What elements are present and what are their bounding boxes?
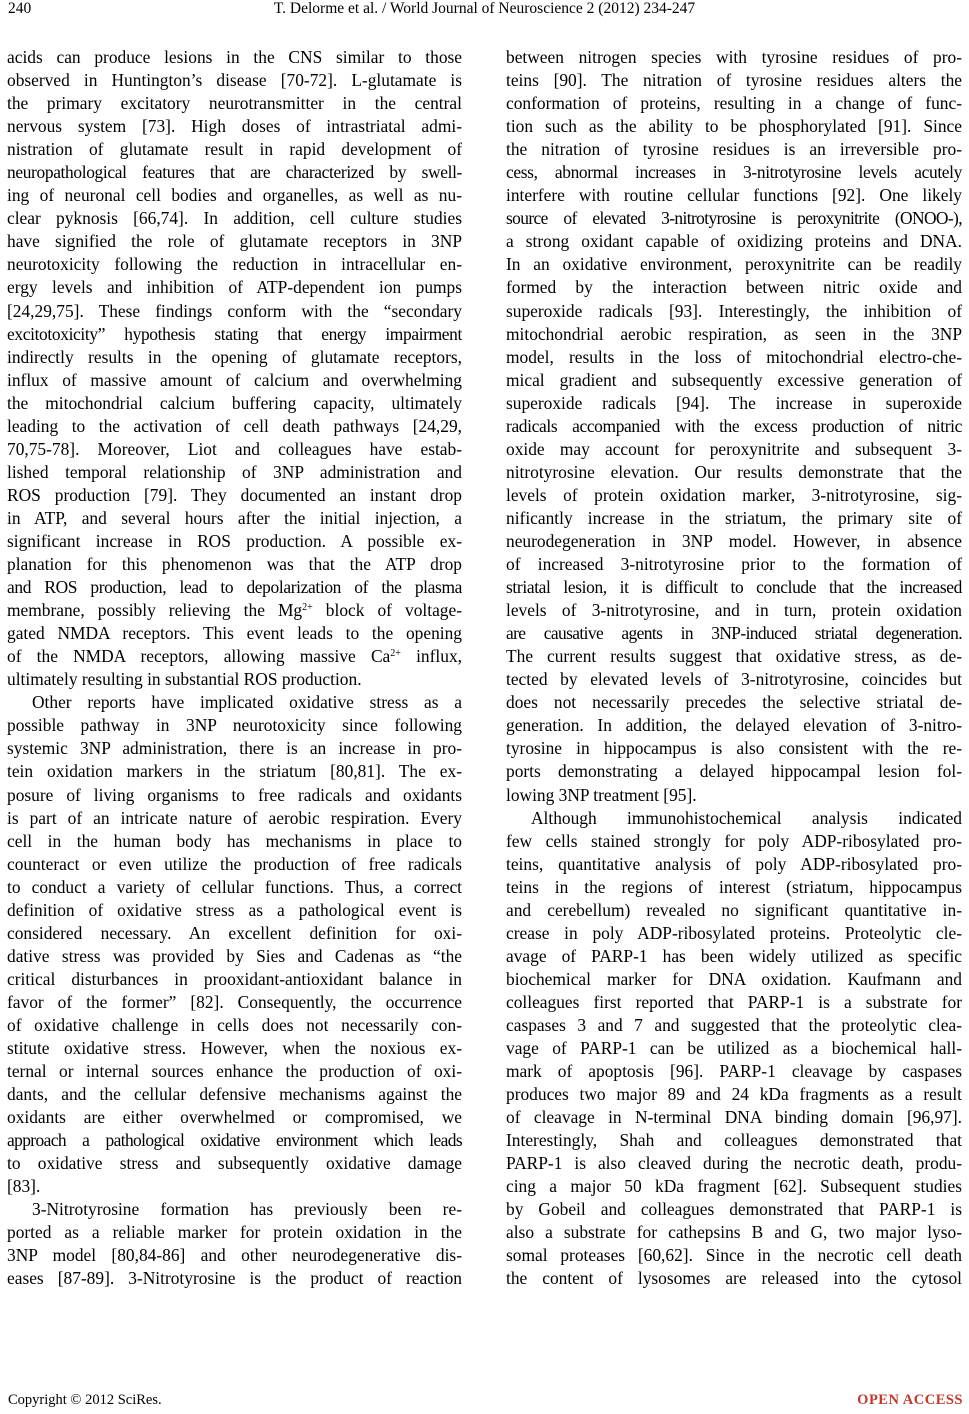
text-line: ing of neuronal cell bodies and organelles, as well as nu- [7,185,462,206]
text-line: tion such as the ability to be phosphorylated [91]. Since [506,116,962,137]
text-line: colleagues first reported that PARP-1 is a substrate for [506,991,962,1012]
copyright-notice: Copyright © 2012 SciRes. [8,1392,162,1408]
text-line: few cells stained strongly for poly ADP-ribosylated pro- [506,830,962,851]
text-line: ROS production [79]. They documented an instant drop [7,484,462,505]
text-line: dants, and the cellular defensive mechanisms against the [7,1084,462,1105]
running-header [0,0,969,26]
text-line: levels of protein oxidation marker, 3-nitrotyrosine, sig- [506,484,962,505]
text-line: mical gradient and subsequently excessive generation of [506,369,962,390]
text-line: by Gobeil and colleagues demonstrated that PARP-1 is [506,1199,962,1220]
text-line: lowing 3NP treatment [95]. [506,784,697,805]
text-line: The current results suggest that oxidative stress, as de- [506,646,962,667]
text-line: nervous system [73]. High doses of intrastriatal admi- [7,116,462,137]
text-line: observed in Huntington’s disease [70-72]. L-glutamate is [7,70,462,91]
text-line: conformation of proteins, resulting in a change of func- [506,93,962,114]
text-line: teins in the regions of interest (striatum, hippocampus [506,876,962,897]
text-line: superoxide radicals [93]. Interestingly, the inhibition of [506,300,962,321]
text-line: of cleavage in N-terminal DNA binding domain [96,97]. [506,1107,962,1128]
text-line: and cerebellum) revealed no significant quantitative in- [506,899,962,920]
text-line: teins [90]. The nitration of tyrosine residues alters the [506,70,962,91]
text-line: produces two major 89 and 24 kDa fragments as a result [506,1084,962,1105]
text-line: radicals accompanied with the excess production of nitric [506,415,962,436]
text-line: clear pyknosis [66,74]. In addition, cell culture studies [7,208,462,229]
text-line: posure of living organisms to free radicals and oxidants [7,784,462,805]
text-line: nificantly increase in the striatum, the primary site of [506,507,962,528]
text-line: is part of an intricate nature of aerobic respiration. Every [7,807,462,828]
page-number: 240 [8,0,32,17]
text-line: ultimately resulting in substantial ROS production. [7,669,362,690]
text-line: in ATP, and several hours after the initial injection, a [7,507,462,528]
text-line: the primary excitatory neurotransmitter in the central [7,93,462,114]
text-line: 70,75-78]. Moreover, Liot and colleagues have estab- [7,438,462,459]
text-line: superoxide radicals [94]. The increase in superoxide [506,392,962,413]
text-line: In an oxidative environment, peroxynitrite can be readily [506,254,962,275]
text-line: oxide may account for peroxynitrite and subsequent 3- [506,438,962,459]
text-line: 3NP model [80,84-86] and other neurodegenerative dis- [7,1245,462,1266]
text-line-segment: membrane, possibly relieving the Mg [7,600,303,621]
text-line: oxidants are either overwhelmed or compromised, we [7,1107,462,1128]
text-line: of increased 3-nitrotyrosine prior to the formation of [506,554,962,575]
text-line: crease in poly ADP-ribosylated proteins. Proteolytic cle- [506,922,962,943]
text-line: between nitrogen species with tyrosine residues of pro- [506,47,962,67]
right-text-column [506,46,962,1291]
text-line: critical disturbances in prooxidant-antioxidant balance in [7,968,462,989]
text-line: striatal lesion, it is difficult to conclude that the increased [506,577,962,598]
text-line: levels of 3-nitrotyrosine, and in turn, protein oxidation [506,600,962,621]
text-line: avage of PARP-1 has been widely utilized as specific [506,945,962,966]
text-line: to conduct a variety of cellular functions. Thus, a correct [7,876,462,897]
text-line: approach a pathological oxidative environment which leads [7,1130,462,1151]
text-line: cell in the human body has mechanisms in place to [7,830,462,851]
text-line: also a substrate for cathepsins B and G, two major lyso- [506,1222,962,1243]
text-line: caspases 3 and 7 and suggested that the proteolytic clea- [506,1014,962,1035]
running-title: T. Delorme et al. / World Journal of Neuroscience 2 (2012) 234-247 [273,0,696,17]
text-line: generation. In addition, the delayed elevation of 3-nitro- [506,715,962,736]
text-line: of oxidative challenge in cells does not necessarily con- [7,1014,462,1035]
text-line: formed by the interaction between nitric oxide and [506,277,962,298]
text-line: Although immunohistochemical analysis indicated [531,807,962,828]
text-line: systemic 3NP administration, there is an increase in pro- [7,738,462,759]
text-line: nistration of glutamate result in rapid development of [7,139,462,160]
text-line: mitochondrial aerobic respiration, as seen in the 3NP [506,323,962,344]
superscript: 2+ [390,648,401,660]
text-line: eases [87-89]. 3-Nitrotyrosine is the product of reaction [7,1268,462,1289]
text-line: tyrosine in hippocampus is also consistent with the re- [506,738,962,759]
text-line: ergy levels and inhibition of ATP-dependent ion pumps [7,277,462,298]
text-line: teins, quantitative analysis of poly ADP-ribosylated pro- [506,853,962,874]
text-line: indirectly results in the opening of glutamate receptors, [7,346,462,367]
text-line: have signified the role of glutamate receptors in 3NP [7,231,462,252]
text-line: lished temporal relationship of 3NP administration and [7,461,462,482]
text-line: influx of massive amount of calcium and overwhelming [7,369,462,390]
text-line: does not necessarily precedes the selective striatal de- [506,692,962,713]
text-line: ported as a reliable marker for protein oxidation in the [7,1222,462,1243]
text-line: dative stress was provided by Sies and Cadenas as “the [7,945,462,966]
text-line: cing a major 50 kDa fragment [62]. Subsequent studies [506,1176,962,1197]
text-line: the nitration of tyrosine residues is an irreversible pro- [506,139,962,160]
text-line: to oxidative stress and subsequently oxidative damage [7,1153,462,1174]
text-line: are causative agents in 3NP-induced striatal degeneration. [506,623,962,644]
text-line [7,599,462,622]
text-line: stitute oxidative stress. However, when the noxious ex- [7,1038,462,1059]
text-line: model, results in the loss of mitochondrial electro-che- [506,346,962,367]
text-line: biochemical marker for DNA oxidation. Kaufmann and [506,968,962,989]
text-line: definition of oxidative stress as a pathological event is [7,899,462,920]
text-line: the content of lysosomes are released into the cytosol [506,1268,962,1289]
open-access-label: OPEN ACCESS [857,1392,963,1408]
text-line: excitotoxicity” hypothesis stating that energy impairment [7,323,462,344]
text-line: [83]. [7,1176,41,1197]
text-line: tected by elevated levels of 3-nitrotyrosine, coincides but [506,669,962,690]
text-line: leading to the activation of cell death pathways [24,29, [7,415,462,436]
text-line: interfere with routine cellular functions [92]. One likely [506,185,962,206]
text-line: PARP-1 is also cleaved during the necrotic death, produ- [506,1153,962,1174]
text-line: neurodegeneration in 3NP model. However, in absence [506,530,962,551]
text-line: somal proteases [60,62]. Since in the necrotic cell death [506,1245,962,1266]
text-line-segment: influx, [400,646,462,667]
text-line: neurotoxicity following the reduction in intracellular en- [7,254,462,275]
text-line: vage of PARP-1 can be utilized as a biochemical hall- [506,1038,962,1059]
page-footer [0,1392,969,1414]
text-line-segment: of the NMDA receptors, allowing massive Ca [7,646,391,667]
text-line: counteract or even utilize the production of free radicals [7,853,462,874]
text-line: considered necessary. An excellent definition for oxi- [7,922,462,943]
text-line: gated NMDA receptors. This event leads to the opening [7,623,462,644]
text-line: planation for this phenomenon was that the ATP drop [7,554,462,575]
text-line: Other reports have implicated oxidative stress as a [32,692,462,713]
text-line: Interestingly, Shah and colleagues demonstrated that [506,1130,962,1151]
text-line: possible pathway in 3NP neurotoxicity since following [7,715,462,736]
text-line: cess, abnormal increases in 3-nitrotyrosine levels acutely [506,162,962,183]
text-line: [24,29,75]. These findings conform with the “secondary [7,300,462,321]
left-text-column [7,46,462,1291]
text-line: nitrotyrosine elevation. Our results demonstrate that the [506,461,962,482]
text-line: favor of the former” [82]. Consequently, the occurrence [7,991,462,1012]
superscript: 2+ [302,602,313,614]
text-line: the mitochondrial calcium buffering capacity, ultimately [7,392,462,413]
text-line: acids can produce lesions in the CNS similar to those [7,47,462,67]
text-line: ternal or internal sources enhance the production of oxi- [7,1061,462,1082]
text-line: and ROS production, lead to depolarization of the plasma [7,577,462,598]
text-line: mark of apoptosis [96]. PARP-1 cleavage by caspases [506,1061,962,1082]
text-line: neuropathological features that are characterized by swell- [7,162,462,183]
text-line [7,645,462,668]
text-line: a strong oxidant capable of oxidizing proteins and DNA. [506,231,962,252]
text-line: source of elevated 3-nitrotyrosine is peroxynitrite (ONOO-), [506,208,962,229]
text-line: significant increase in ROS production. A possible ex- [7,530,462,551]
text-line-segment: block of voltage- [312,600,462,621]
text-line: 3-Nitrotyrosine formation has previously been re- [32,1199,462,1220]
text-line: tein oxidation markers in the striatum [80,81]. The ex- [7,761,462,782]
text-line: ports demonstrating a delayed hippocampal lesion fol- [506,761,962,782]
